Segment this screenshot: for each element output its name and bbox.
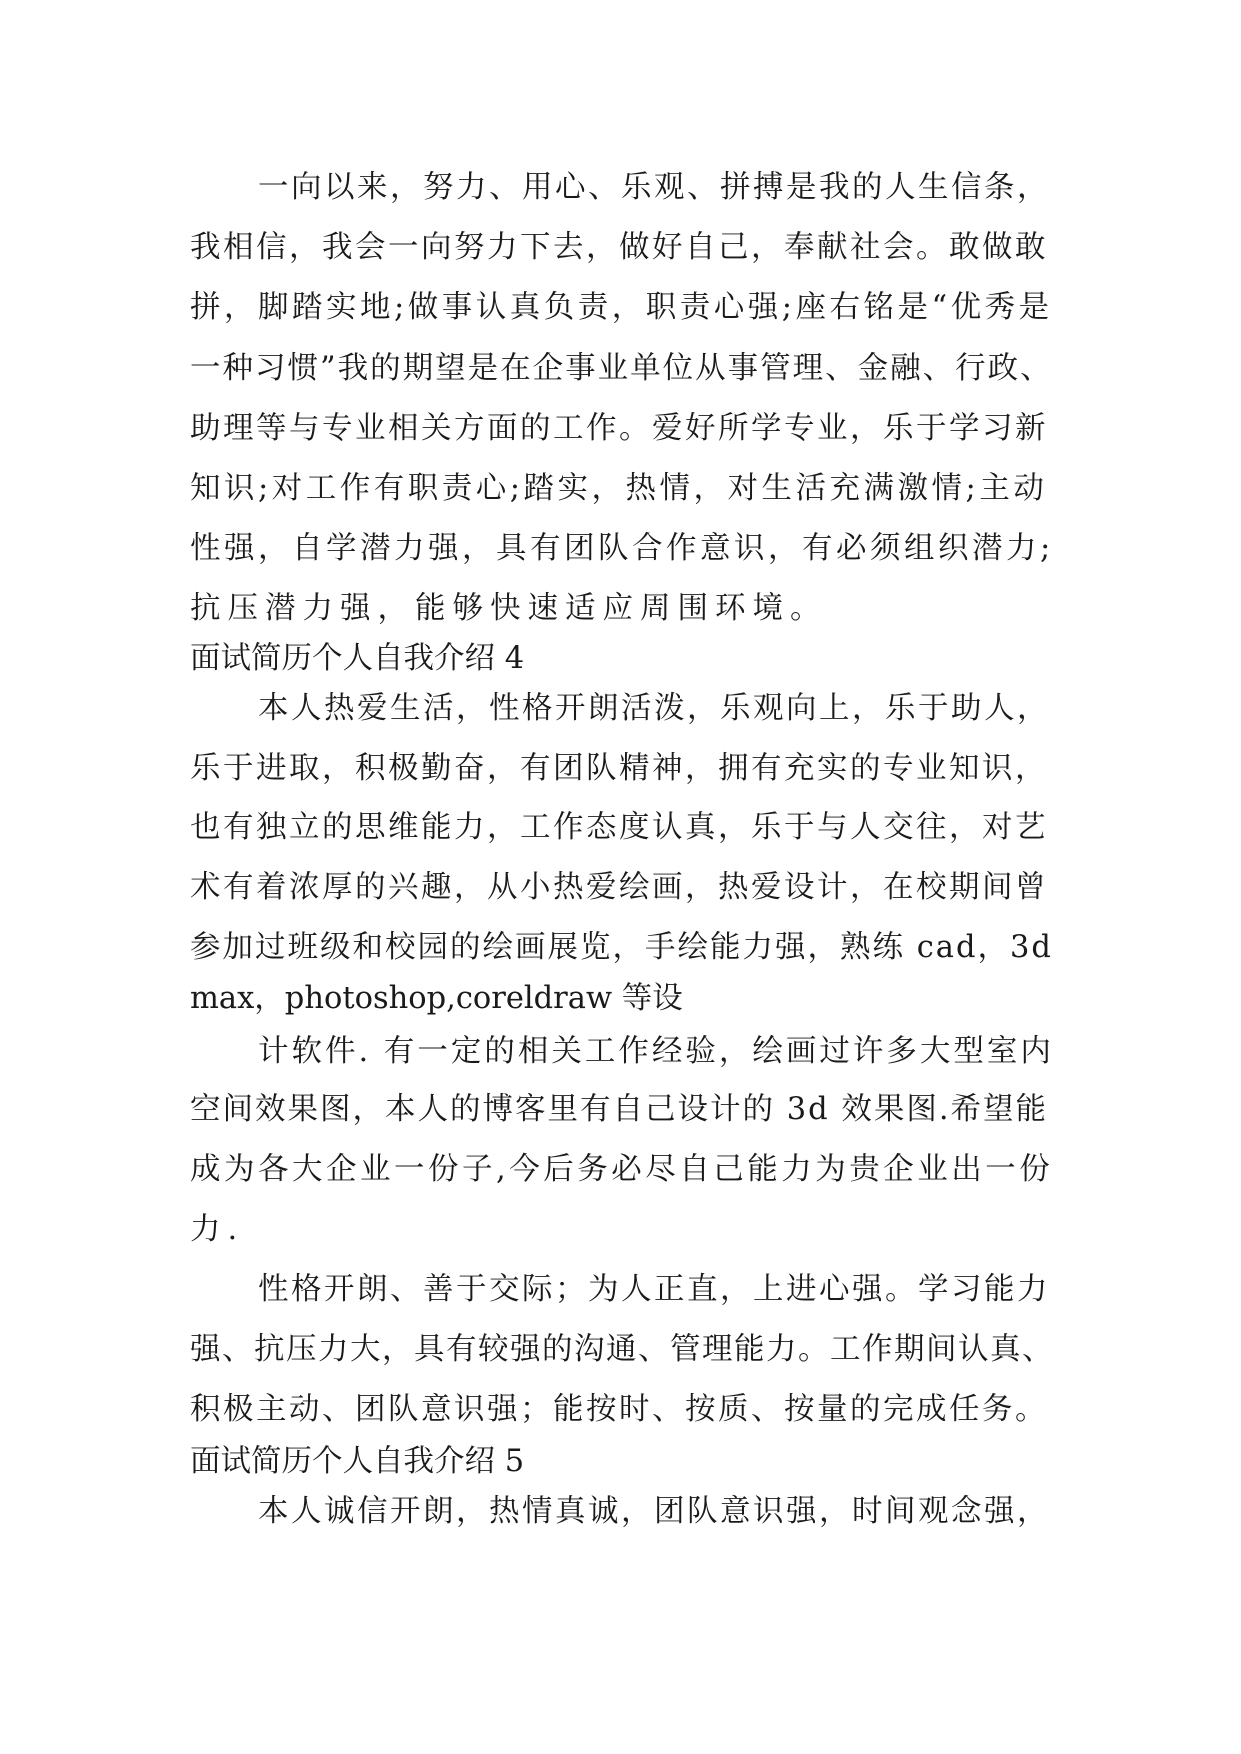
text-line: 积极主动、团队意识强；能按时、按质、按量的完成任务。 bbox=[190, 1392, 1048, 1427]
text-line: 助理等与专业相关方面的工作。爱好所学专业，乐于学习新 bbox=[190, 411, 1048, 446]
text-line: 成为各大企业一份子,今后务必尽自己能力为贵企业出一份 bbox=[190, 1152, 1054, 1187]
text-line: 抗压潜力强，能够快速适应周围环境。 bbox=[190, 591, 828, 626]
text-line: 拼，脚踏实地;做事认真负责，职责心强;座右铭是“优秀是 bbox=[190, 290, 1053, 325]
text-line: 术有着浓厚的兴趣，从小热爱绘画，热爱设计，在校期间曾 bbox=[190, 870, 1048, 905]
text-line: 强、抗压力大，具有较强的沟通、管理能力。工作期间认真、 bbox=[190, 1332, 1054, 1367]
section-heading: 面试简历个人自我介绍 5 bbox=[190, 1444, 525, 1479]
text-line: 一种习惯”我的期望是在企事业单位从事管理、金融、行政、 bbox=[190, 351, 1053, 386]
text-line: 参加过班级和校园的绘画展览，手绘能力强，熟练 cad，3d bbox=[190, 930, 1053, 965]
text-line: 计软件. 有一定的相关工作经验，绘画过许多大型室内 bbox=[258, 1034, 1054, 1069]
section-heading: 面试简历个人自我介绍 4 bbox=[190, 641, 525, 676]
text-line: max，photoshop,coreldraw 等设 bbox=[190, 981, 683, 1016]
text-line: 一向以来，努力、用心、乐观、拼搏是我的人生信条， bbox=[258, 170, 1050, 205]
text-line: 本人热爱生活，性格开朗活泼，乐观向上，乐于助人， bbox=[258, 691, 1050, 726]
text-line: 本人诚信开朗，热情真诚，团队意识强，时间观念强， bbox=[258, 1494, 1050, 1529]
text-line: 我相信，我会一向努力下去，做好自己，奉献社会。敢做敢 bbox=[190, 230, 1048, 265]
text-line: 性格开朗、善于交际；为人正直，上进心强。学习能力 bbox=[258, 1272, 1050, 1307]
text-line: 也有独立的思维能力，工作态度认真，乐于与人交往，对艺 bbox=[190, 810, 1048, 845]
text-line: 乐于进取，积极勤奋，有团队精神，拥有充实的专业知识， bbox=[190, 751, 1048, 786]
text-line: 空间效果图，本人的博客里有自己设计的 3d 效果图.希望能 bbox=[190, 1092, 1049, 1127]
text-line: 知识;对工作有职责心;踏实，热情，对生活充满激情;主动 bbox=[190, 471, 1048, 506]
text-line: 力. bbox=[190, 1212, 245, 1247]
text-line: 性强，自学潜力强，具有团队合作意识，有必须组织潜力; bbox=[190, 531, 1054, 566]
